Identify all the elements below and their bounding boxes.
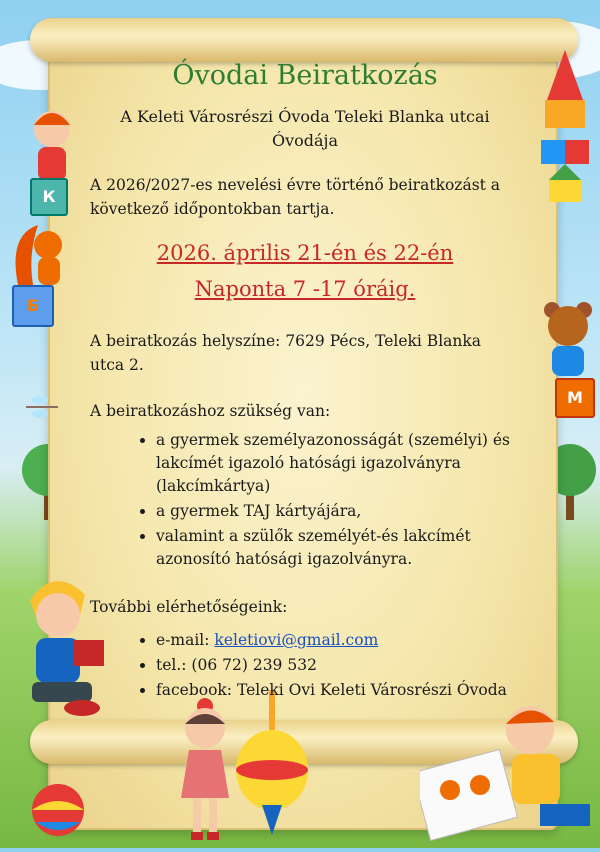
enrollment-dates: 2026. április 21-én és 22-én [156,241,454,265]
boy-puzzle-icon [420,700,600,852]
subtitle-line1: A Keleti Városrészi Óvoda Teleki Blanka utcai [120,107,490,126]
requirements-list [90,429,520,571]
requirements-heading: A beiratkozáshoz szükség van: [90,402,331,420]
enrollment-hours: Naponta 7 -17 óráig. [194,277,416,301]
page-title: Óvodai Beiratkozás [172,60,438,91]
toy-block-k: К [30,178,68,216]
toy-block-b: Б [12,285,54,327]
list-item: • a gyermek személyazonosságát (személyi) és lakcímét igazoló hatósági igazolványra (lakcímkártya) [156,429,520,498]
contacts-heading: További elérhetőségeink: [90,598,288,616]
kindergarten-name [90,105,520,153]
email-link[interactable]: keletiovi@gmail.com [214,631,379,649]
location-text: A beiratkozás helyszíne: 7629 Pécs, Teleki Blanka utca 2. [90,332,482,374]
list-item: • a gyermek TAJ kártyájára, [156,500,520,523]
phone-item: • tel.: (06 72) 239 532 [156,654,520,677]
ball-icon [30,782,86,842]
list-item: • valamint a szülők személyét-és lakcímét azonosító hatósági igazolványra. [156,525,520,571]
scroll-content [90,50,520,704]
bear-icon [538,300,598,384]
subtitle-line2: Óvodája [271,131,339,150]
contacts-list [90,629,520,702]
toy-block-m: М [555,378,595,418]
email-item [156,629,520,652]
toy-blocks-icon [535,50,595,214]
girl-doll-icon [175,698,235,852]
intro-text: A 2026/2027-es nevelési évre történő beiratkozást a következő időpontokban tartja. [90,176,501,218]
email-label: e-mail: [156,631,215,649]
spinning-top-icon [232,690,312,844]
dragonfly-icon [22,392,62,426]
facebook-item: • facebook: Teleki Ovi Keleti Városrészi Óvoda [156,679,520,702]
